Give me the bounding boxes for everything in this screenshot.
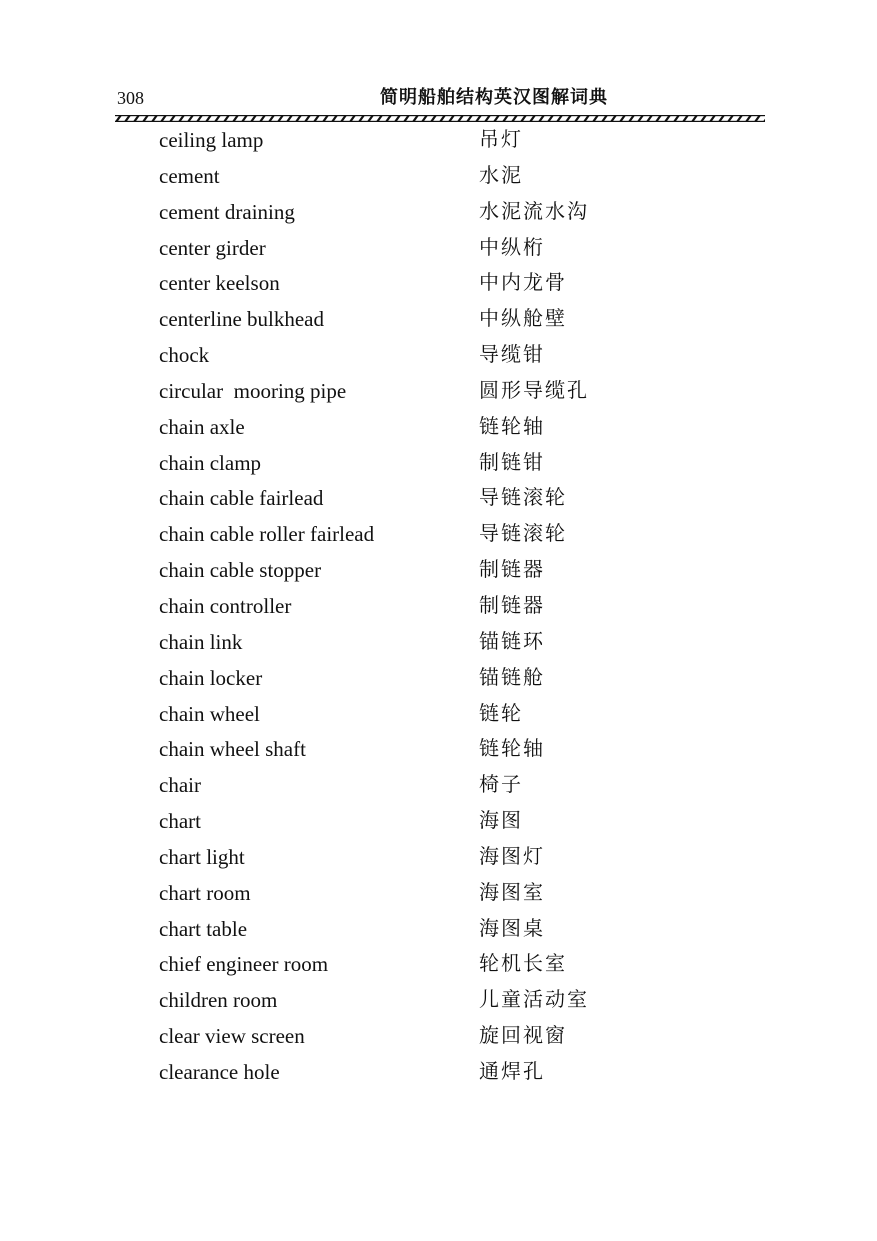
chinese-term: 链轮轴 [479, 738, 545, 761]
chinese-term: 旋回视窗 [479, 1025, 567, 1048]
glossary-entry [0, 304, 877, 340]
chinese-term: 制链钳 [479, 451, 545, 474]
glossary-entry [0, 555, 877, 591]
chinese-term: 导缆钳 [479, 344, 545, 367]
english-term: centerline bulkhead [159, 307, 325, 332]
chinese-term: 海图桌 [479, 917, 545, 940]
glossary-entry [0, 627, 877, 663]
chinese-term: 轮机长室 [479, 953, 567, 976]
glossary-entry [0, 770, 877, 806]
english-term: chain wheel [159, 701, 260, 726]
page-number: 308 [117, 88, 144, 108]
glossary-entry [0, 376, 877, 412]
running-title: 简明船舶结构英汉图解词典 [380, 87, 608, 108]
glossary-entry [0, 412, 877, 448]
chinese-term: 圆形导缆孔 [479, 379, 589, 402]
glossary-entry [0, 591, 877, 627]
glossary-entry [0, 878, 877, 914]
glossary-entry [0, 914, 877, 950]
glossary-entry [0, 448, 877, 484]
english-term: chart table [159, 916, 248, 941]
glossary-entry [0, 268, 877, 304]
english-term: chain clamp [159, 450, 262, 475]
glossary-entry [0, 1057, 877, 1093]
chinese-term: 链轮 [479, 702, 523, 725]
glossary-entry [0, 949, 877, 985]
english-term: circular mooring pipe [159, 378, 347, 403]
chinese-term: 吊灯 [479, 129, 523, 151]
english-term: cement [159, 163, 220, 188]
chinese-term: 导链滚轮 [479, 523, 567, 546]
glossary-entry [0, 161, 877, 197]
glossary-entry [0, 663, 877, 699]
glossary-entry [0, 233, 877, 269]
english-term: clearance hole [159, 1059, 280, 1084]
chinese-term: 海图灯 [479, 845, 545, 868]
chinese-term: 制链器 [479, 559, 545, 582]
english-term: chief engineer room [159, 952, 329, 977]
chinese-term: 水泥 [479, 164, 523, 187]
english-term: chart room [159, 880, 251, 905]
chinese-term: 水泥流水沟 [479, 200, 589, 223]
glossary-entry [0, 125, 877, 161]
english-term: clear view screen [159, 1024, 305, 1049]
glossary-entry [0, 734, 877, 770]
english-term: chain cable roller fairlead [159, 522, 375, 547]
english-term: chain cable stopper [159, 558, 322, 583]
english-term: cement draining [159, 199, 295, 224]
chinese-term: 制链器 [479, 594, 545, 617]
chinese-term: 中内龙骨 [479, 272, 567, 295]
english-term: ceiling lamp [159, 128, 264, 152]
english-term: chain wheel shaft [159, 737, 306, 762]
glossary-entry [0, 197, 877, 233]
chinese-term: 通焊孔 [479, 1060, 545, 1083]
english-term: chain cable fairlead [159, 486, 324, 511]
chinese-term: 海图 [479, 810, 523, 833]
glossary-entry [0, 519, 877, 555]
english-term: chain axle [159, 414, 245, 439]
chinese-term: 锚链舱 [479, 666, 545, 689]
english-term: chain controller [159, 593, 292, 618]
english-term: chair [159, 773, 201, 798]
header-hatched-rule [115, 115, 765, 122]
glossary-entry [0, 699, 877, 735]
glossary-entry [0, 483, 877, 519]
glossary-entry-list [0, 125, 877, 1093]
chinese-term: 椅子 [479, 774, 523, 797]
english-term: chain locker [159, 665, 263, 690]
chinese-term: 链轮轴 [479, 415, 545, 438]
english-term: chain link [159, 629, 243, 654]
glossary-entry [0, 1021, 877, 1057]
english-term: chart [159, 809, 201, 834]
chinese-term: 儿童活动室 [479, 989, 589, 1012]
english-term: chart light [159, 844, 245, 869]
glossary-entry [0, 842, 877, 878]
english-term: center keelson [159, 271, 280, 296]
glossary-entry [0, 340, 877, 376]
chinese-term: 锚链环 [479, 630, 545, 653]
glossary-entry [0, 985, 877, 1021]
glossary-entry [0, 806, 877, 842]
english-term: chock [159, 343, 210, 368]
chinese-term: 导链滚轮 [479, 487, 567, 510]
english-term: children room [159, 988, 278, 1013]
chinese-term: 海图室 [479, 881, 545, 904]
chinese-term: 中纵桁 [479, 236, 545, 259]
chinese-term: 中纵舱壁 [479, 308, 567, 331]
english-term: center girder [159, 235, 266, 260]
